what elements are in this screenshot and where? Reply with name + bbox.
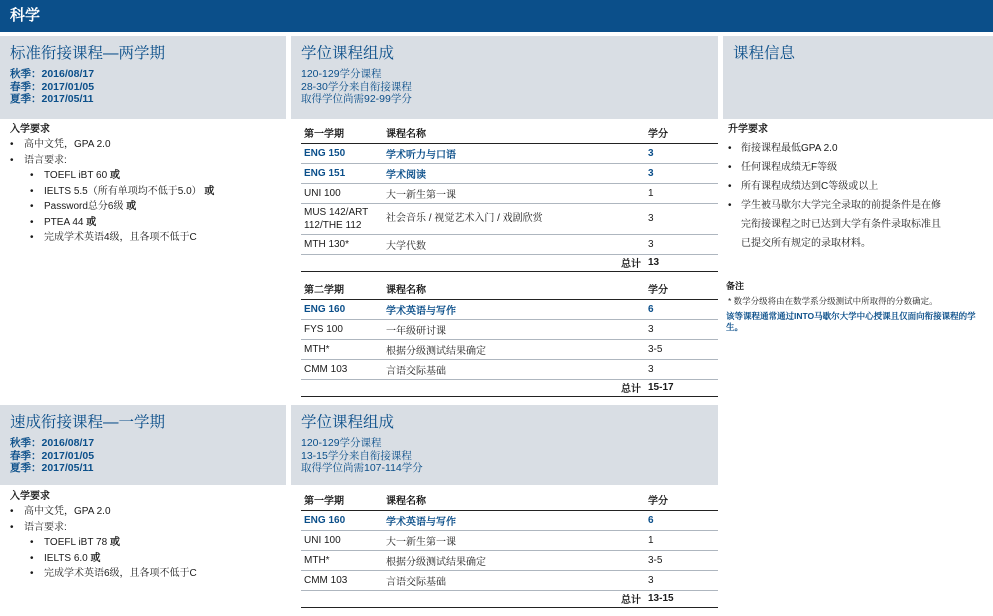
- language-option: • IELTS 6.0 或: [10, 551, 285, 567]
- progression-item: • 衔接课程最低GPA 2.0: [726, 139, 986, 158]
- table-row: [301, 319, 718, 339]
- composition-title: 学位课程组成: [301, 414, 395, 431]
- course-code: MTH 130*: [301, 234, 383, 254]
- composition-line: 28-30学分来自衔接课程: [301, 80, 412, 93]
- admission-heading: 入学要求: [10, 491, 50, 502]
- program-dates: [0, 437, 286, 475]
- info-title: 课程信息: [733, 45, 796, 62]
- header-bar: [0, 0, 993, 32]
- date-label: 夏季：: [10, 93, 42, 105]
- header-title: 科学: [10, 7, 41, 24]
- program-title: 速成衔接课程—一学期: [10, 414, 166, 431]
- requirement-item: • 语言要求:: [10, 520, 285, 536]
- language-option: • Password总分6级 或: [10, 199, 285, 215]
- table-header-row: [301, 490, 718, 510]
- language-option: • PTEA 44 或: [10, 215, 285, 231]
- course-table-accelerated: [301, 490, 718, 608]
- total-value: 13-15: [645, 590, 718, 607]
- table-row: [301, 299, 718, 319]
- table-row: [301, 550, 718, 570]
- course-code: MTH*: [301, 339, 383, 359]
- requirement-item: • 高中文凭，GPA 2.0: [10, 504, 285, 520]
- info-band: [723, 36, 993, 119]
- course-name-header: 课程名称: [383, 123, 645, 143]
- course-credits: 3: [645, 163, 718, 183]
- date-label: 春季：: [10, 80, 42, 93]
- course-table-semester-1: [301, 123, 718, 272]
- admission-requirements-accelerated: [0, 490, 285, 582]
- course-name: 学术英语与写作: [383, 299, 645, 319]
- course-credits: 1: [645, 183, 718, 203]
- admission-heading: 入学要求: [10, 124, 50, 135]
- date-value: 2017/05/11: [41, 93, 94, 105]
- course-credits: 3: [645, 234, 718, 254]
- composition-lines: [291, 437, 718, 475]
- course-name-header: 课程名称: [383, 279, 645, 299]
- credits-header: 学分: [645, 490, 718, 510]
- course-credits: 3: [645, 203, 718, 234]
- table-row: [301, 339, 718, 359]
- table-header-row: [301, 279, 718, 299]
- table-row: [301, 570, 718, 590]
- semester-header: 第一学期: [301, 490, 383, 510]
- table-row: [301, 234, 718, 254]
- notes-heading: 备注: [726, 281, 745, 291]
- course-credits: 3: [645, 143, 718, 163]
- requirement-item: • 语言要求:: [10, 153, 285, 169]
- progression-heading: 升学要求: [728, 124, 768, 135]
- course-credits: 3-5: [645, 550, 718, 570]
- total-row: [301, 590, 718, 607]
- program-band-accelerated: [0, 405, 286, 485]
- date-label: 夏季：: [10, 462, 42, 474]
- date-value: 2016/08/17: [41, 437, 95, 449]
- course-credits: 6: [645, 510, 718, 530]
- course-code: UNI 100: [301, 183, 383, 203]
- composition-band-accelerated: [291, 405, 718, 485]
- language-option: • TOEFL iBT 60 或: [10, 168, 285, 184]
- language-option: • TOEFL iBT 78 或: [10, 535, 285, 551]
- course-name: 学术阅读: [383, 163, 645, 183]
- course-table-semester-2: [301, 279, 718, 397]
- credits-header: 学分: [645, 123, 718, 143]
- course-code: CMM 103: [301, 570, 383, 590]
- course-name: 学术听力与口语: [383, 143, 645, 163]
- progression-item-cont: 完衔接课程之时已达到大学有条件录取标准且: [741, 219, 941, 230]
- credits-header: 学分: [645, 279, 718, 299]
- composition-title: 学位课程组成: [301, 45, 395, 62]
- note-into-center: 该等课程通常通过INTO马歇尔大学中心授课且仅面向衔接课程的学生。: [726, 311, 976, 332]
- course-code: ENG 160: [301, 299, 383, 319]
- language-option: • 完成学术英语6级，且各项不低于C: [10, 566, 285, 582]
- course-code: MUS 142/ART 112/THE 112: [301, 203, 383, 234]
- language-option: • IELTS 5.5（所有单项均不低于5.0） 或: [10, 184, 285, 200]
- course-code: ENG 151: [301, 163, 383, 183]
- composition-line: 取得学位尚需107-114学分: [301, 462, 423, 474]
- table-row: [301, 143, 718, 163]
- table-row: [301, 163, 718, 183]
- course-code: ENG 160: [301, 510, 383, 530]
- course-name: 大学代数: [383, 234, 645, 254]
- progression-item: • 学生被马歇尔大学完全录取的前提条件是在修: [726, 196, 986, 215]
- total-label: 总计: [383, 379, 645, 396]
- progression-item-cont: 已提交所有规定的录取材料。: [741, 238, 871, 249]
- course-credits: 3: [645, 319, 718, 339]
- course-name: 根据分级测试结果确定: [383, 339, 645, 359]
- semester-header: 第一学期: [301, 123, 383, 143]
- course-code: ENG 150: [301, 143, 383, 163]
- course-name: 大一新生第一课: [383, 183, 645, 203]
- composition-line: 取得学位尚需92-99学分: [301, 93, 412, 105]
- notes: [726, 279, 981, 333]
- program-title: 标准衔接课程—两学期: [10, 45, 166, 62]
- course-code: MTH*: [301, 550, 383, 570]
- course-name-header: 课程名称: [383, 490, 645, 510]
- table-row: [301, 530, 718, 550]
- composition-line: 13-15学分来自衔接课程: [301, 449, 412, 462]
- date-label: 秋季：: [10, 68, 42, 80]
- composition-line: 120-129学分课程: [301, 68, 382, 80]
- course-name: 言语交际基础: [383, 570, 645, 590]
- course-code: UNI 100: [301, 530, 383, 550]
- date-value: 2017/05/11: [41, 462, 94, 474]
- program-band-standard: [0, 36, 286, 119]
- course-credits: 3: [645, 359, 718, 379]
- course-code: CMM 103: [301, 359, 383, 379]
- table-header-row: [301, 123, 718, 143]
- progression-requirements: [726, 123, 986, 253]
- course-name: 言语交际基础: [383, 359, 645, 379]
- total-label: 总计: [383, 590, 645, 607]
- composition-band-standard: [291, 36, 718, 119]
- program-dates: [0, 68, 286, 106]
- progression-item: • 任何课程成绩无F等级: [726, 158, 986, 177]
- course-credits: 3-5: [645, 339, 718, 359]
- date-value: 2016/08/17: [41, 68, 95, 80]
- total-row: [301, 379, 718, 396]
- total-label: 总计: [383, 254, 645, 271]
- date-value: 2017/01/05: [41, 449, 95, 462]
- course-name: 社会音乐 / 视觉艺术入门 / 戏剧欣赏: [383, 203, 645, 234]
- course-credits: 3: [645, 570, 718, 590]
- total-value: 15-17: [645, 379, 718, 396]
- total-row: [301, 254, 718, 271]
- language-option: • 完成学术英语4级，且各项不低于C: [10, 230, 285, 246]
- table-row: [301, 510, 718, 530]
- table-row: [301, 359, 718, 379]
- course-code: FYS 100: [301, 319, 383, 339]
- semester-header: 第二学期: [301, 279, 383, 299]
- admission-requirements-standard: [0, 123, 285, 246]
- course-name: 大一新生第一课: [383, 530, 645, 550]
- composition-line: 120-129学分课程: [301, 437, 382, 449]
- course-name: 学术英语与写作: [383, 510, 645, 530]
- requirement-item: • 高中文凭，GPA 2.0: [10, 137, 285, 153]
- table-row: [301, 203, 718, 234]
- composition-lines: [291, 68, 718, 106]
- date-label: 秋季：: [10, 437, 42, 449]
- note-math-placement: * 数学分级将由在数学系分级测试中所取得的分数确定。: [728, 296, 938, 306]
- table-row: [301, 183, 718, 203]
- total-value: 13: [645, 254, 718, 271]
- course-name: 一年级研讨课: [383, 319, 645, 339]
- course-credits: 6: [645, 299, 718, 319]
- course-credits: 1: [645, 530, 718, 550]
- date-value: 2017/01/05: [41, 80, 95, 93]
- progression-item: • 所有课程成绩达到C等级或以上: [726, 177, 986, 196]
- course-name: 根据分级测试结果确定: [383, 550, 645, 570]
- date-label: 春季：: [10, 449, 42, 462]
